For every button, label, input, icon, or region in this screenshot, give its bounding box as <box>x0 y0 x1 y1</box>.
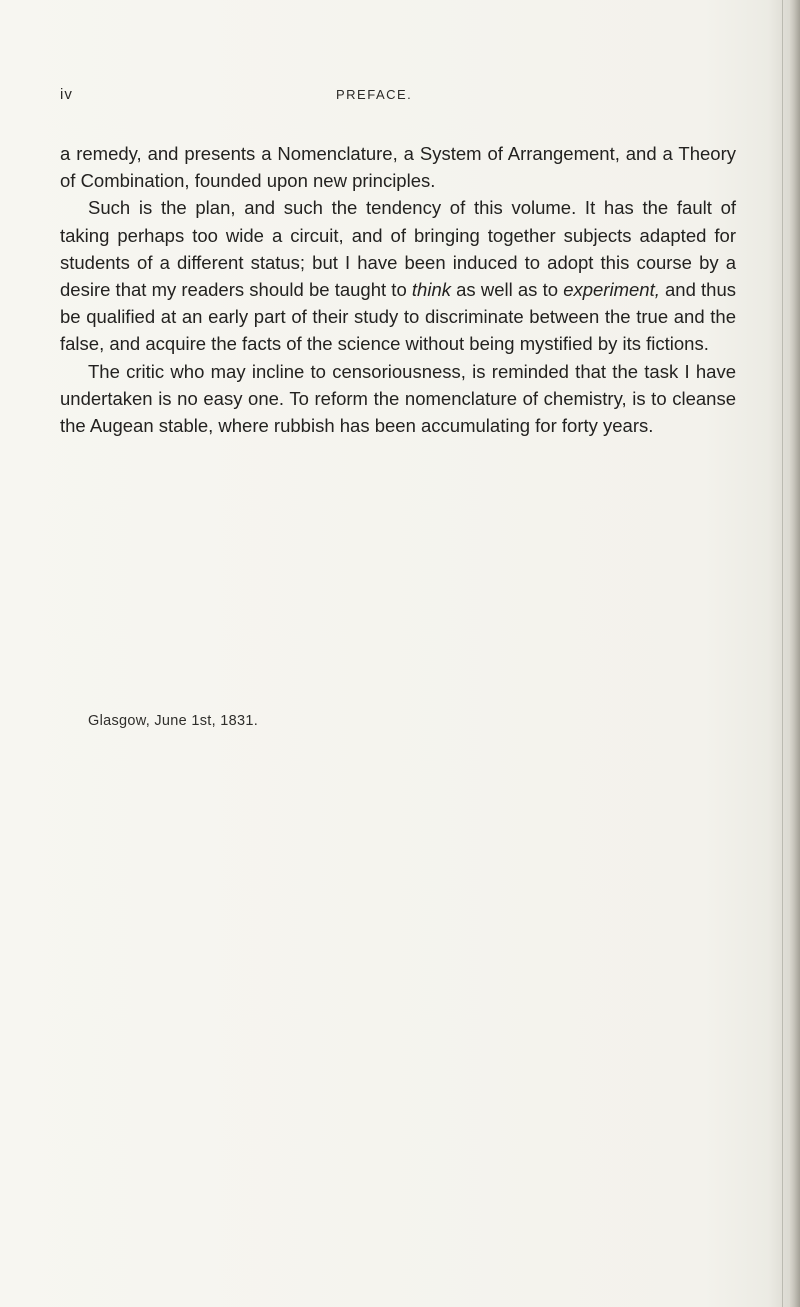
running-title: PREFACE. <box>336 87 413 102</box>
paragraph-2 <box>60 194 736 357</box>
paragraph-3: The critic who may incline to censoriousness, is reminded that the task I have undertaken is no easy one. To reform the nomenclature of chemistry, is to cleanse the Augean stable, where rubbish has been accumulating for forty years. <box>60 360 736 437</box>
emphasis-experiment: experiment, <box>563 279 660 301</box>
preface-body <box>60 140 736 439</box>
emphasis-think: think <box>411 279 451 301</box>
page-edge-shadow <box>790 0 800 1307</box>
paragraph-1: a remedy, and presents a Nomenclature, a System of Arrangement, and a Theory of Combination, founded upon new principles. <box>60 143 736 192</box>
paragraph-2-text-b: as well as to <box>450 279 564 301</box>
running-head <box>0 86 800 110</box>
place-date-signature: Glasgow, June 1st, 1831. <box>88 713 259 729</box>
paragraph-2-text-a: Such is the plan, and such the tendency of this volume. It has the fault of taking perhaps too wide a circuit, and of bringing together subjects adapted for students of a different status; but I have been induced to adopt this course by a desire that my readers should be taught to <box>60 197 736 301</box>
page-edge-line <box>782 0 783 1307</box>
page-number: iv <box>60 86 73 103</box>
paragraph-2-text-c: and thus be qualified at an early part of their study to discriminate between the true and the false, and acquire the facts of the science without being mystified by its fictions. <box>60 279 737 355</box>
